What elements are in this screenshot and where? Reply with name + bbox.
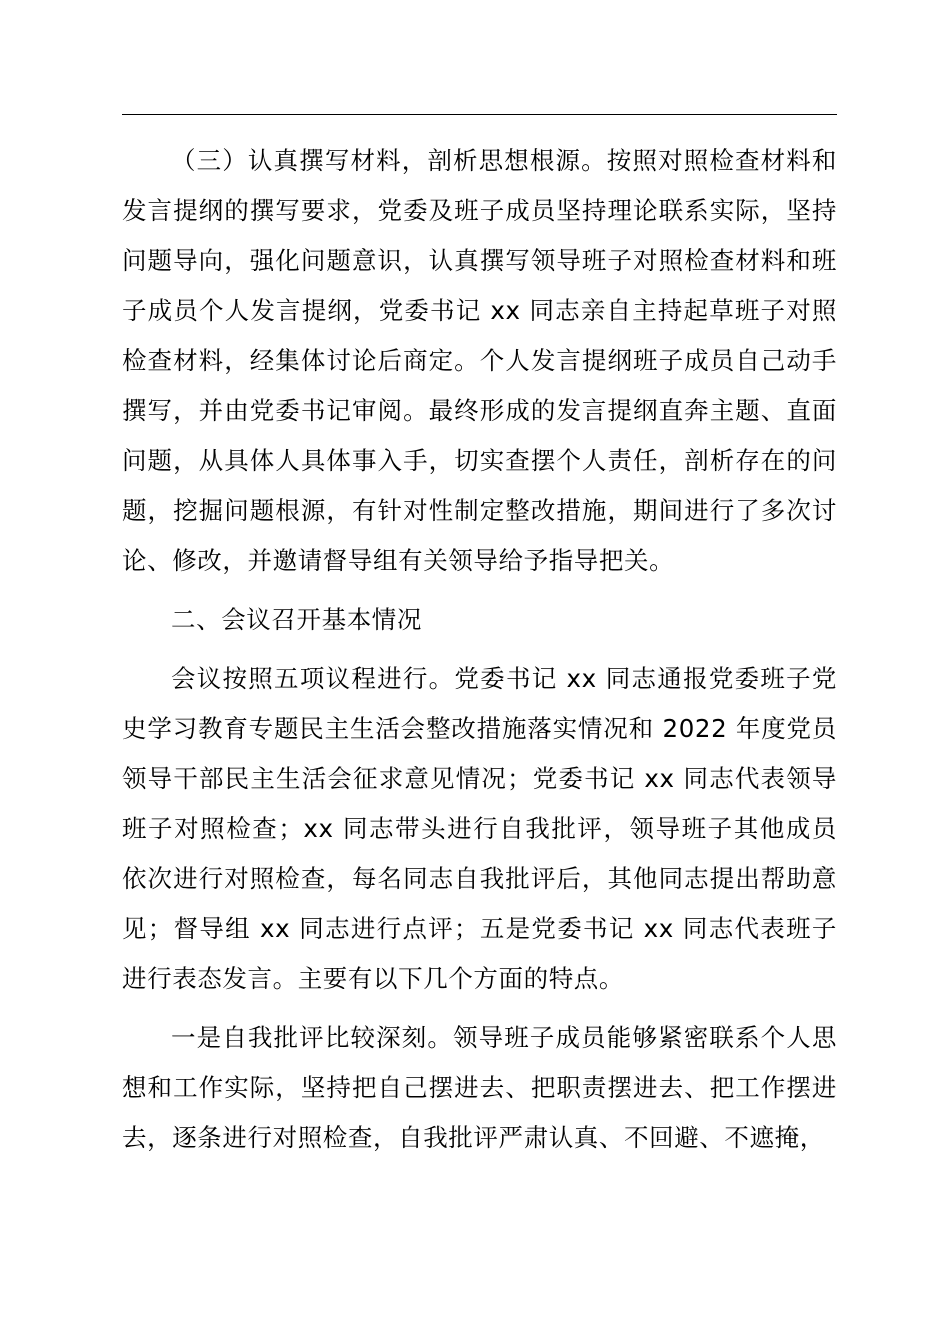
document-body: [122, 136, 837, 1163]
section-heading-meeting: 二、会议召开基本情况: [171, 605, 422, 634]
header-divider: [122, 114, 837, 115]
paragraph-self-criticism: 一是自我批评比较深刻。领导班子成员能够紧密联系个人思想和工作实际，坚持把自己摆进去、把职责摆进去、把工作摆进去，逐条进行对照检查，自我批评严肃认真、不回避、不遮掩，: [122, 1023, 837, 1152]
paragraph-meeting-agenda: 会议按照五项议程进行。党委书记 xx 同志通报党委班子党史学习教育专题民主生活会整改措施落实情况和 2022 年度党员领导干部民主生活会征求意见情况；党委书记 xx 同志代表领导班子对照检查；xx 同志带头进行自我批评，领导班子其他成员依次进行对照检查，每名同志自我批评后，其他同志提出帮助意见；督导组 xx 同志进行点评；五是党委书记 xx 同志代表班子进行表态发言。主要有以下几个方面的特点。: [122, 664, 837, 993]
paragraph-material-writing: （三）认真撰写材料，剖析思想根源。按照对照检查材料和发言提纲的撰写要求，党委及班子成员坚持理论联系实际，坚持问题导向，强化问题意识，认真撰写领导班子对照检查材料和班子成员个人发言提纲，党委书记 xx 同志亲自主持起草班子对照检查材料，经集体讨论后商定。个人发言提纲班子成员自己动手撰写，并由党委书记审阅。最终形成的发言提纲直奔主题、直面问题，从具体人具体事入手，切实查摆个人责任，剖析存在的问题，挖掘问题根源，有针对性制定整改措施，期间进行了多次讨论、修改，并邀请督导组有关领导给予指导把关。: [122, 146, 837, 575]
